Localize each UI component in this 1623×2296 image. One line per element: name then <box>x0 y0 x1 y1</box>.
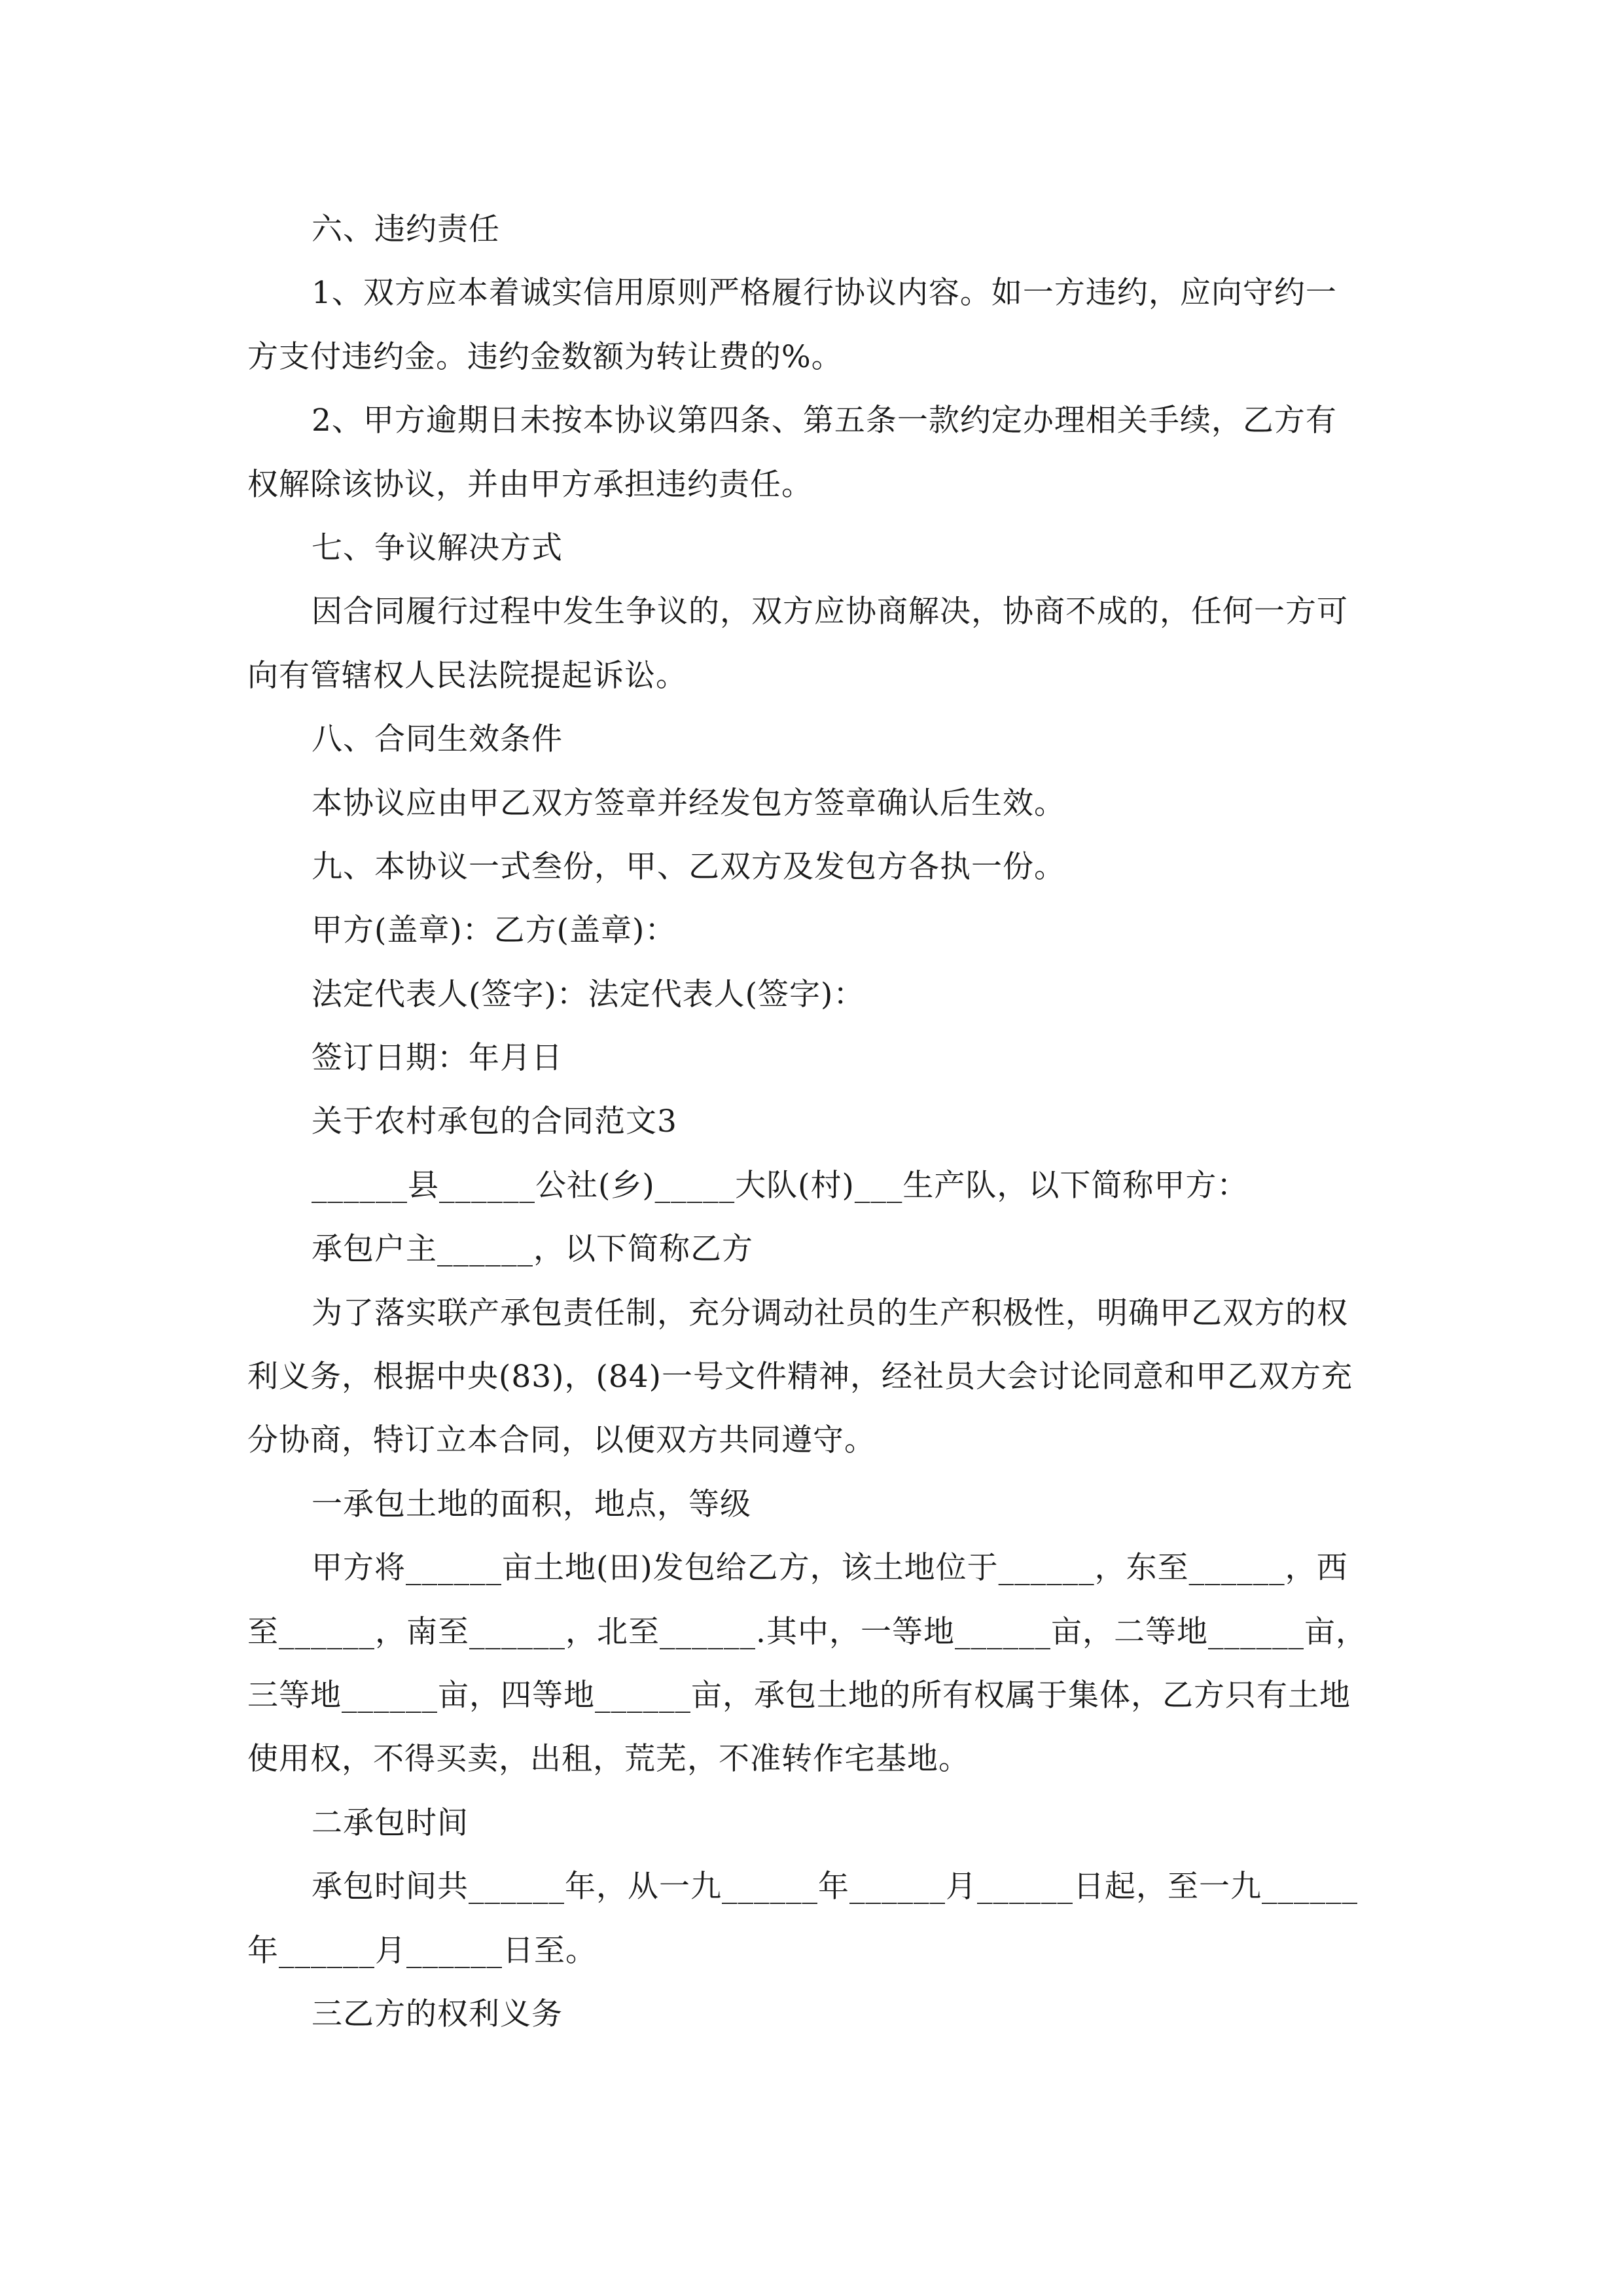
section-heading: 三乙方的权利义务 <box>312 1996 563 2032</box>
paragraph-line: 方支付违约金。违约金数额为转让费的%。 <box>247 338 843 375</box>
section-heading: 二承包时间 <box>312 1804 469 1841</box>
signing-date-line: 签订日期：年月日 <box>312 1040 563 1077</box>
section-heading: 七、争议解决方式 <box>312 529 563 566</box>
section-heading: 八、合同生效条件 <box>312 721 563 758</box>
paragraph-line: 向有管辖权人民法院提起诉讼。 <box>247 657 687 694</box>
paragraph-line: 九、本协议一式叁份，甲、乙双方及发包方各执一份。 <box>312 848 1065 885</box>
signature-line: 法定代表人(签字)：法定代表人(签字)： <box>312 976 865 1013</box>
paragraph-line: 分协商，特订立本合同，以便双方共同遵守。 <box>247 1422 876 1459</box>
paragraph-line: 2、甲方逾期日未按本协议第四条、第五条一款约定办理相关手续，乙方有 <box>312 403 1337 439</box>
paragraph-line: 甲方将______亩土地(田)发包给乙方，该土地位于______，东至______，西 <box>312 1550 1348 1587</box>
paragraph-line: 至______，南至______，北至______.其中，一等地______亩，二等地______亩， <box>247 1613 1367 1650</box>
paragraph-line: 权解除该协议，并由甲方承担违约责任。 <box>247 466 813 503</box>
document-body <box>247 198 1386 2046</box>
document-title: 关于农村承包的合同范文3 <box>312 1103 677 1140</box>
paragraph-line: 使用权，不得买卖，出租，荒芜，不准转作宅基地。 <box>247 1741 970 1778</box>
party-a-line: ______县______公社(乡)_____大队(村)___生产队，以下简称甲方： <box>312 1167 1249 1204</box>
paragraph-line: 因合同履行过程中发生争议的，双方应协商解决，协商不成的，任何一方可 <box>312 594 1348 630</box>
paragraph-line: 承包时间共______年，从一九______年______月______日起，至一九______ <box>312 1869 1358 1905</box>
paragraph-line: 年______月______日至。 <box>247 1932 597 1969</box>
section-heading: 一承包土地的面积，地点，等级 <box>312 1486 751 1522</box>
paragraph-line: 本协议应由甲乙双方签章并经发包方签章确认后生效。 <box>312 785 1065 821</box>
paragraph-line: 1、双方应本着诚实信用原则严格履行协议内容。如一方违约，应向守约一 <box>312 275 1337 312</box>
signature-line: 甲方(盖章)：乙方(盖章)： <box>312 912 677 949</box>
paragraph-line: 三等地______亩，四等地______亩，承包土地的所有权属于集体，乙方只有土地 <box>247 1677 1351 1713</box>
party-b-line: 承包户主______，以下简称乙方 <box>312 1231 753 1268</box>
paragraph-line: 为了落实联产承包责任制，充分调动社员的生产积极性，明确甲乙双方的权 <box>312 1295 1348 1331</box>
paragraph-line: 利义务，根据中央(83)，(84)一号文件精神，经社员大会讨论同意和甲乙双方充 <box>247 1359 1353 1395</box>
section-heading: 六、违约责任 <box>312 211 500 247</box>
